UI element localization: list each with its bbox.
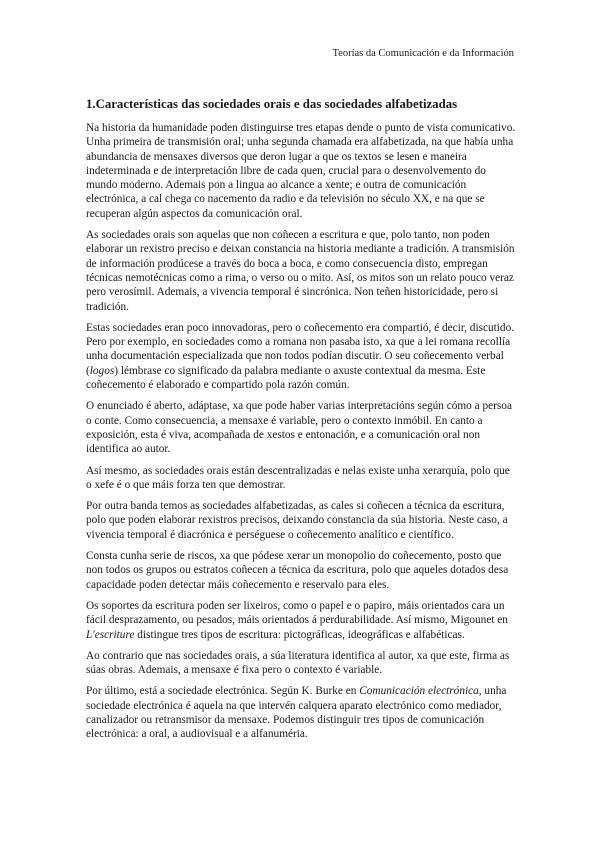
paragraph [86, 464, 516, 493]
text-run: O enunciado é aberto, adáptase, xa que pode haber varias interpretacións según cómo a persoa o conte. Como consecuencia, a mensaxe é variable, pero o contexto inmóbil. En canto a exposición, esta é viva, acompañada de xestos e entonación, e a comunicación oral non identifica ao autor. [86, 400, 512, 456]
paragraph [86, 549, 516, 592]
section-heading: 1.Características das sociedades orais e das sociedades alfabetizadas [86, 97, 458, 111]
italic-title-run: Comunicación electrónica [359, 685, 479, 698]
paragraph [86, 121, 516, 221]
text-run: Os soportes da escritura poden ser lixeiros, como o papel e o papiro, máis orientados cara un fácil desprazamento, ou pesados, máis orientados á perdurabilidade. Así mismo, Migounet en [86, 599, 508, 627]
paragraph [86, 599, 516, 642]
paragraph [86, 684, 516, 741]
text-run: Por outra banda temos as sociedades alfabetizadas, as cales si coñecen a técnica da escritura, polo que poden elaborar rexistros precisos, deixando constancia da súa historia. Neste caso, a vivencia temporal é diacrónica e perséguese o coñecemento analítico e científico. [86, 500, 508, 541]
text-run: Na historia da humanidade poden distinguirse tres etapas dende o punto de vista comunicativo. Unha primeira de transmisión oral; unha segunda chamada era alfabetizada, na que había unha abundancia de mensaxes diversos que deron lugar a que os textos se lesen e maneira indeterminada e de interpretación libre de cada quen, crucial para o desenvolvemento do mundo moderno. Ademais pon a lingua ao alcance a xente; e outra de comunicación electrónica, a cal chega co nacemento da radio e da televisión no século XX, e na que se recuperan algún aspectos da comunicación oral. [86, 122, 516, 220]
running-header: Teorías da Comunicación e da Información [332, 48, 514, 59]
italic-title-run: logos [89, 364, 115, 377]
paragraph [86, 321, 516, 392]
paragraph [86, 228, 516, 314]
text-run: distingue tres tipos de escritura: pictográficas, ideográficas e alfabéticas. [134, 628, 465, 641]
text-run: Ao contrario que nas sociedades orais, a súa literatura identifica al autor, xa que este, firma as súas obras. Ademais, a mensaxe é fixa pero o contexto é variable. [86, 649, 510, 677]
text-run: Así mesmo, as sociedades orais están descentralizadas e nelas existe unha xerarquía, polo que o xefe é o que máis forza ten que demostrar. [86, 464, 510, 491]
text-run: , unha sociedade electrónica é aquela na que intervén calquera aparato electrónico como mediador, canalizador ou retransmisor da mensaxe. Podemos distinguir tres tipos de comunicación electrónica: a oral, a audiovisual e a alfanuméria. [86, 685, 507, 741]
text-run: Consta cunha serie de riscos, xa que pódese xerar un monopolio do coñecemento, posto que non todos os grupos ou estratos coñecen a técnica da escritura, polo que aqueles dotados desa capacidade poden detectar máis coñecemento e reservalo para eles. [86, 550, 509, 591]
paragraph [86, 649, 516, 678]
text-run: As sociedades orais son aquelas que non coñecen a escritura e que, polo tanto, non poden elaborar un rexistro preciso e deixan constancia na historia mediante a tradición. A transmisión de información prodúcese a través do boca a boca, e como consecuencia disto, empregan técnicas nemotécnicas como a rima, o verso ou o mito. Así, os mitos son un relato pouco veraz pero verosímil. Ademais, a vivencia temporal é sincrónica. Non teñen historicidade, pero si tradición. [86, 229, 515, 313]
paragraph [86, 399, 516, 456]
body-text [86, 121, 516, 749]
text-run: Por último, está a sociedade electrónica. Según K. Burke en [86, 685, 360, 698]
italic-title-run: L'escriture [86, 628, 135, 641]
text-run: ) lémbrase co significado da palabra mediante o axuste contextual da mesma. Este coñecemento é elaborado e compartido pola razón común. [86, 364, 486, 392]
paragraph [86, 499, 516, 542]
text-run: Estas sociedades eran poco innovadoras, pero o coñecemento era compartió, é decir, discutido. Pero por exemplo, en sociedades como a romana non pasaba isto, xa que a lei romana recollía unha documentación especializada que non todos podían discutir. O seu coñecemento verbal ( [86, 321, 515, 377]
